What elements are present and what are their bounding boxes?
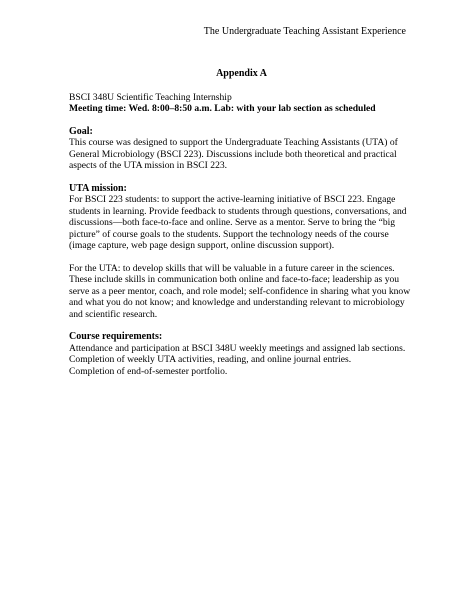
appendix-title: Appendix A: [216, 68, 267, 79]
goal-heading: Goal:: [69, 125, 93, 137]
goal-text: This course was designed to support the Undergraduate Teaching Assistants (UTA) of General Microbiology (BSCI 223). Discussions include both theoretical and practical aspects of the UTA mission in BSCI 223.: [69, 137, 398, 171]
uta-mission-uta-paragraph: For the UTA: to develop skills that will be valuable in a future career in the sciences. These include skills in communication both online and face-to-face; leadership as you serve as a peer mentor, coach, and role model; self-confidence in sharing what you know and what you do not know; and knowledge and understanding relevant to microbiology and scientific research.: [69, 262, 411, 320]
requirement-item: Completion of weekly UTA activities, reading, and online journal entries.: [69, 354, 352, 365]
course-requirements-section: [69, 331, 414, 377]
course-title: BSCI 348U Scientific Teaching Internship: [69, 91, 232, 103]
goal-section: [69, 126, 414, 172]
uta-mission-heading: UTA mission:: [69, 182, 127, 194]
running-header: The Undergraduate Teaching Assistant Experience: [203, 26, 406, 37]
page-content: [69, 68, 414, 377]
requirement-item: Completion of end-of-semester portfolio.: [69, 365, 228, 377]
course-info: [69, 92, 414, 115]
requirement-item: Attendance and participation at BSCI 348U weekly meetings and assigned lab sections.: [69, 342, 406, 354]
uta-mission-students-paragraph: For BSCI 223 students: to support the active-learning initiative of BSCI 223. Engage students in learning. Provide feedback to students through questions, conversations, and discussions—both face-to-face and online. Serve as a mentor. Serve to bring the “big picture” of course goals to the students. Support the technology needs of the course (image capture, web page design support, online discussion support).: [69, 194, 407, 251]
meeting-time: Meeting time: Wed. 8:00–8:50 a.m. Lab: with your lab section as scheduled: [69, 103, 376, 114]
course-requirements-heading: Course requirements:: [69, 331, 163, 342]
uta-mission-section: [69, 183, 414, 321]
